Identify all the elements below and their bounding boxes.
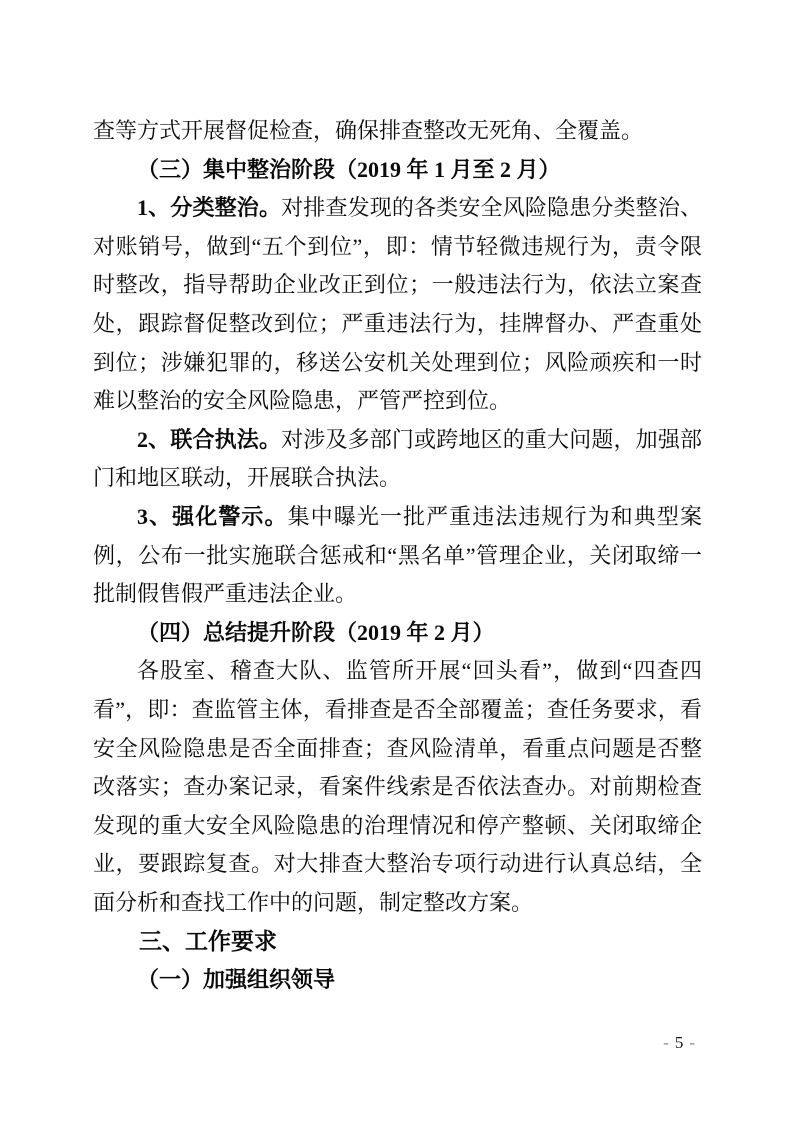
continuation-paragraph: 查等方式开展督促检查，确保排查整改无死角、全覆盖。 bbox=[93, 118, 644, 143]
stage3-heading: （三）集中整治阶段（2019 年 1 月至 2 月） bbox=[137, 156, 561, 182]
item-3-label: 3、强化警示。 bbox=[137, 503, 288, 529]
page-footer bbox=[658, 1033, 701, 1053]
footer-dash-left: - bbox=[663, 1033, 670, 1052]
sub1-heading: （一）加强组织领导 bbox=[137, 967, 336, 993]
footer-dash-right: - bbox=[689, 1033, 696, 1052]
item-1-paragraph bbox=[93, 189, 702, 421]
page-number: 5 bbox=[674, 1033, 685, 1052]
item-2-paragraph bbox=[93, 421, 702, 498]
item-2-label: 2、联合执法。 bbox=[137, 426, 282, 452]
document-body bbox=[93, 112, 702, 1000]
stage4-heading: （四）总结提升阶段（2019 年 2 月） bbox=[137, 619, 495, 645]
stage4-paragraph: 各股室、稽查大队、监管所开展“回头看”，做到“四查四看”，即：查监管主体，看排查是否全部覆盖；查任务要求，看安全风险隐患是否全面排查；查风险清单，看重点问题是否整改落实；查办案记录，看案件线索是否依法查办。对前期检查发现的重大安全风险隐患的治理情况和停产整顿、关闭取缔企业，要跟踪复查。对大排查大整治专项行动进行认真总结，全面分析和查找工作中的问题，制定整改方案。 bbox=[93, 658, 702, 915]
section3-heading: 三、工作要求 bbox=[139, 928, 277, 955]
item-1-label: 1、分类整治。 bbox=[137, 195, 282, 221]
item-1-text: 对排查发现的各类安全风险隐患分类整治、对账销号，做到“五个到位”，即：情节轻微违规行为，责令限时整改，指导帮助企业改正到位；一般违法行为，依法立案查处，跟踪督促整改到位；严重违法行为，挂牌督办、严查重处到位；涉嫌犯罪的，移送公安机关处理到位；风险顽疾和一时难以整治的安全风险隐患，严管严控到位。 bbox=[93, 195, 702, 414]
item-3-paragraph bbox=[93, 498, 702, 614]
item-2-text: 对涉及多部门或跨地区的重大问题，加强部门和地区联动，开展联合执法。 bbox=[93, 426, 702, 491]
item-3-text: 集中曝光一批严重违法违规行为和典型案例，公布一批实施联合惩戒和“黑名单”管理企业，关闭取缔一批制假售假严重违法企业。 bbox=[93, 503, 702, 607]
